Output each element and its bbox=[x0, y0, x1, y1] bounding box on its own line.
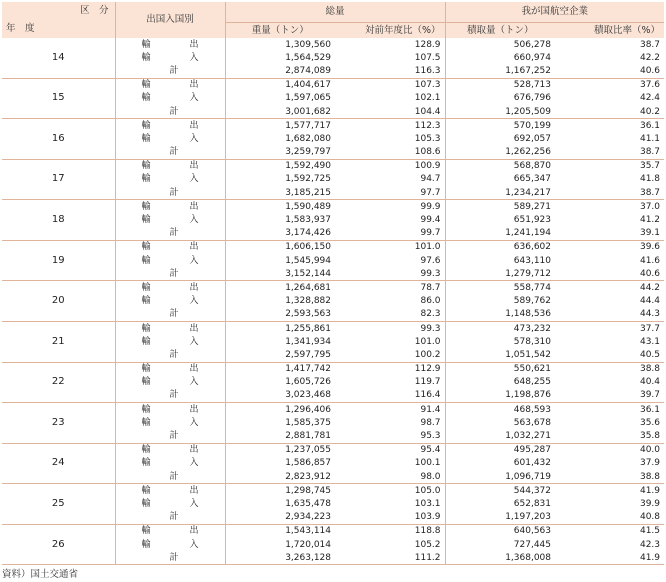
year-cell: 16 bbox=[2, 119, 115, 160]
io-type-total: 計 bbox=[169, 431, 179, 442]
io-type-char: 出 bbox=[189, 404, 199, 415]
loaded-cell: 636,602 bbox=[513, 242, 552, 253]
total-group-header: 総量 bbox=[225, 2, 445, 23]
weight-cell: 1,592,725 bbox=[285, 174, 331, 185]
loaded-cell: 578,310 bbox=[513, 336, 552, 347]
weight-cell: 1,296,406 bbox=[285, 404, 331, 415]
io-type-cell bbox=[115, 119, 225, 133]
ratio-cell: 40.4 bbox=[639, 377, 661, 388]
io-type-cell bbox=[115, 213, 225, 226]
loaded-cell: 601,432 bbox=[513, 458, 552, 469]
io-type-cell bbox=[115, 457, 225, 470]
io-type-char: 輸 bbox=[141, 445, 151, 456]
weight-cell: 1,309,560 bbox=[285, 39, 331, 50]
io-type-char: 入 bbox=[189, 174, 199, 185]
io-type-char: 入 bbox=[189, 498, 199, 509]
yoy-cell: 108.6 bbox=[335, 146, 445, 160]
loaded-cell: 1,096,719 bbox=[445, 470, 555, 484]
io-type-char: 輸 bbox=[141, 255, 151, 266]
weight-cell: 3,174,426 bbox=[225, 227, 335, 241]
ratio-cell: 41.9 bbox=[639, 485, 661, 496]
ratio-cell: 35.7 bbox=[639, 161, 661, 172]
table-row bbox=[2, 403, 664, 417]
io-type-char: 輸 bbox=[141, 120, 151, 131]
weight-cell: 1,328,882 bbox=[285, 296, 331, 307]
weight-cell: 2,881,781 bbox=[225, 429, 335, 443]
loaded-cell: 652,831 bbox=[513, 498, 552, 509]
yoy-cell: 103.1 bbox=[335, 497, 445, 510]
year-cell: 23 bbox=[2, 403, 115, 444]
io-type-cell bbox=[115, 159, 225, 173]
io-type-char: 出 bbox=[189, 201, 199, 212]
weight-header: 重量（トン） bbox=[225, 23, 335, 39]
ratio-cell: 39.6 bbox=[639, 242, 661, 253]
yoy-cell: 82.3 bbox=[335, 308, 445, 322]
io-type-cell bbox=[115, 416, 225, 429]
table-row bbox=[2, 119, 664, 133]
weight-cell: 1,417,742 bbox=[285, 364, 331, 375]
yoy-cell: 97.6 bbox=[335, 254, 445, 267]
table-row bbox=[2, 240, 664, 254]
io-type-cell bbox=[115, 335, 225, 348]
yoy-cell: 102.1 bbox=[335, 92, 445, 105]
ratio-cell: 41.6 bbox=[639, 255, 661, 266]
loaded-cell: 665,347 bbox=[513, 174, 552, 185]
yoy-cell: 105.0 bbox=[335, 484, 445, 498]
io-type-char: 出 bbox=[189, 242, 199, 253]
io-type-char: 出 bbox=[189, 526, 199, 537]
io-type-cell bbox=[115, 497, 225, 510]
weight-cell: 1,264,681 bbox=[285, 282, 331, 293]
yoy-cell: 99.4 bbox=[335, 213, 445, 226]
table-row bbox=[2, 38, 664, 51]
ratio-cell: 44.3 bbox=[555, 308, 664, 322]
io-type-char: 入 bbox=[189, 133, 199, 144]
loaded-cell: 1,205,509 bbox=[445, 105, 555, 119]
io-type-cell bbox=[115, 38, 225, 51]
ratio-cell: 42.4 bbox=[639, 93, 661, 104]
yoy-cell: 112.9 bbox=[335, 362, 445, 376]
weight-cell: 3,152,144 bbox=[225, 267, 335, 281]
loaded-cell: 550,621 bbox=[513, 364, 552, 375]
weight-cell: 3,185,215 bbox=[225, 186, 335, 200]
yoy-cell: 99.9 bbox=[335, 200, 445, 214]
ratio-cell: 40.6 bbox=[555, 64, 664, 78]
loaded-cell: 544,372 bbox=[513, 485, 552, 496]
ratio-cell: 39.9 bbox=[639, 498, 661, 509]
loaded-cell: 570,199 bbox=[513, 120, 552, 131]
io-type-char: 輸 bbox=[141, 336, 151, 347]
loaded-cell: 563,678 bbox=[513, 417, 552, 428]
io-type-char: 輸 bbox=[141, 215, 151, 226]
ratio-cell: 38.7 bbox=[555, 146, 664, 160]
table-row bbox=[2, 443, 664, 457]
corner-bottom-label: 年 度 bbox=[6, 23, 35, 34]
io-type-char: 輸 bbox=[141, 296, 151, 307]
io-type-char: 入 bbox=[189, 336, 199, 347]
ratio-cell: 40.8 bbox=[555, 511, 664, 525]
loaded-cell: 1,032,271 bbox=[445, 429, 555, 443]
ratio-cell: 42.3 bbox=[639, 539, 661, 550]
ratio-cell: 37.7 bbox=[639, 323, 661, 334]
yoy-cell: 103.9 bbox=[335, 511, 445, 525]
io-type-char: 出 bbox=[189, 161, 199, 172]
yoy-cell: 98.7 bbox=[335, 416, 445, 429]
io-type-char: 輸 bbox=[141, 52, 151, 63]
io-type-total: 計 bbox=[169, 471, 179, 482]
year-cell: 25 bbox=[2, 484, 115, 525]
io-type-total: 計 bbox=[169, 147, 179, 158]
io-type-total: 計 bbox=[169, 187, 179, 198]
io-type-char: 輸 bbox=[141, 39, 151, 50]
loaded-cell: 692,057 bbox=[513, 133, 552, 144]
io-type-char: 入 bbox=[189, 215, 199, 226]
io-type-cell bbox=[115, 484, 225, 498]
yoy-cell: 107.3 bbox=[335, 78, 445, 92]
loaded-cell: 1,148,536 bbox=[445, 308, 555, 322]
io-type-char: 輸 bbox=[141, 417, 151, 428]
year-cell: 18 bbox=[2, 200, 115, 241]
io-type-cell bbox=[115, 78, 225, 92]
loaded-cell: 473,232 bbox=[513, 323, 552, 334]
ratio-cell: 36.1 bbox=[639, 404, 661, 415]
weight-cell: 1,577,717 bbox=[285, 120, 331, 131]
io-type-cell bbox=[115, 51, 225, 64]
ratio-cell: 41.5 bbox=[639, 526, 661, 537]
io-type-cell bbox=[115, 173, 225, 186]
io-type-char: 輸 bbox=[141, 161, 151, 172]
weight-cell: 2,593,563 bbox=[225, 308, 335, 322]
ratio-cell: 38.8 bbox=[555, 470, 664, 484]
table-row bbox=[2, 362, 664, 376]
io-type-total: 計 bbox=[169, 268, 179, 279]
io-type-total: 計 bbox=[169, 228, 179, 239]
ratio-cell: 37.0 bbox=[639, 201, 661, 212]
weight-cell: 1,564,529 bbox=[285, 52, 331, 63]
ratio-cell: 37.6 bbox=[639, 80, 661, 91]
year-cell: 21 bbox=[2, 321, 115, 362]
io-type-cell bbox=[115, 551, 225, 565]
air-cargo-table bbox=[2, 2, 664, 565]
io-type-char: 輸 bbox=[141, 498, 151, 509]
io-type-cell bbox=[115, 538, 225, 551]
io-type-cell bbox=[115, 321, 225, 335]
io-type-char: 入 bbox=[189, 52, 199, 63]
weight-cell: 1,543,114 bbox=[285, 526, 331, 537]
loaded-header: 積取量（トン） bbox=[445, 23, 555, 39]
ratio-cell: 41.9 bbox=[555, 551, 664, 565]
table-row bbox=[2, 281, 664, 295]
io-type-cell bbox=[115, 254, 225, 267]
ratio-cell: 44.4 bbox=[639, 296, 661, 307]
yoy-cell: 101.0 bbox=[335, 335, 445, 348]
corner-header bbox=[2, 2, 115, 38]
io-type-cell bbox=[115, 267, 225, 281]
table-row bbox=[2, 78, 664, 92]
loaded-cell: 506,278 bbox=[513, 39, 552, 50]
loaded-cell: 558,774 bbox=[513, 282, 552, 293]
io-type-char: 輸 bbox=[141, 282, 151, 293]
loaded-cell: 640,563 bbox=[513, 526, 552, 537]
yoy-cell: 91.4 bbox=[335, 403, 445, 417]
weight-cell: 1,404,617 bbox=[285, 80, 331, 91]
weight-cell: 2,823,912 bbox=[225, 470, 335, 484]
table-row bbox=[2, 321, 664, 335]
io-type-cell bbox=[115, 227, 225, 241]
yoy-cell: 95.4 bbox=[335, 443, 445, 457]
yoy-cell: 100.1 bbox=[335, 457, 445, 470]
weight-cell: 1,606,150 bbox=[285, 242, 331, 253]
io-type-char: 出 bbox=[189, 485, 199, 496]
ratio-header: 積取比率（%） bbox=[555, 23, 664, 39]
io-type-char: 輸 bbox=[141, 242, 151, 253]
loaded-cell: 568,870 bbox=[513, 161, 552, 172]
weight-cell: 1,720,014 bbox=[285, 539, 331, 550]
yoy-cell: 105.3 bbox=[335, 132, 445, 145]
loaded-cell: 589,271 bbox=[513, 201, 552, 212]
io-type-char: 輸 bbox=[141, 404, 151, 415]
ratio-cell: 41.8 bbox=[639, 174, 661, 185]
io-type-char: 出 bbox=[189, 39, 199, 50]
loaded-cell: 1,279,712 bbox=[445, 267, 555, 281]
io-type-total: 計 bbox=[169, 390, 179, 401]
yoy-cell: 107.5 bbox=[335, 51, 445, 64]
io-type-char: 入 bbox=[189, 255, 199, 266]
yoy-cell: 101.0 bbox=[335, 240, 445, 254]
ratio-cell: 40.0 bbox=[639, 445, 661, 456]
io-type-cell bbox=[115, 64, 225, 78]
io-type-char: 輸 bbox=[141, 133, 151, 144]
io-type-total: 計 bbox=[169, 309, 179, 320]
io-type-total: 計 bbox=[169, 65, 179, 76]
year-cell: 19 bbox=[2, 240, 115, 281]
io-type-cell bbox=[115, 240, 225, 254]
loaded-cell: 1,197,203 bbox=[445, 511, 555, 525]
weight-cell: 1,583,937 bbox=[285, 215, 331, 226]
loaded-cell: 643,110 bbox=[513, 255, 552, 266]
yoy-cell: 99.7 bbox=[335, 227, 445, 241]
ratio-cell: 36.1 bbox=[639, 120, 661, 131]
weight-cell: 2,934,223 bbox=[225, 511, 335, 525]
weight-cell: 1,585,375 bbox=[285, 417, 331, 428]
weight-cell: 3,263,128 bbox=[225, 551, 335, 565]
year-cell: 22 bbox=[2, 362, 115, 403]
io-type-cell bbox=[115, 105, 225, 119]
weight-cell: 1,545,994 bbox=[285, 255, 331, 266]
yoy-cell: 100.2 bbox=[335, 348, 445, 362]
weight-cell: 1,298,745 bbox=[285, 485, 331, 496]
loaded-cell: 1,198,876 bbox=[445, 389, 555, 403]
loaded-cell: 648,255 bbox=[513, 377, 552, 388]
io-type-char: 輸 bbox=[141, 201, 151, 212]
loaded-cell: 528,713 bbox=[513, 80, 552, 91]
io-type-char: 輸 bbox=[141, 323, 151, 334]
ratio-cell: 35.8 bbox=[555, 429, 664, 443]
loaded-cell: 727,445 bbox=[513, 539, 552, 550]
io-type-char: 入 bbox=[189, 417, 199, 428]
io-type-char: 入 bbox=[189, 458, 199, 469]
weight-cell: 1,590,489 bbox=[285, 201, 331, 212]
year-cell: 26 bbox=[2, 524, 115, 565]
io-type-char: 輸 bbox=[141, 174, 151, 185]
table-row bbox=[2, 200, 664, 214]
corner-top-label: 区 分 bbox=[79, 5, 109, 16]
ratio-cell: 44.2 bbox=[639, 282, 661, 293]
table-row bbox=[2, 524, 664, 538]
weight-cell: 1,237,055 bbox=[285, 445, 331, 456]
io-type-char: 入 bbox=[189, 377, 199, 388]
io-type-cell bbox=[115, 524, 225, 538]
io-type-char: 輸 bbox=[141, 539, 151, 550]
io-type-cell bbox=[115, 470, 225, 484]
year-cell: 24 bbox=[2, 443, 115, 484]
io-type-char: 出 bbox=[189, 80, 199, 91]
io-type-char: 入 bbox=[189, 93, 199, 104]
io-type-char: 輸 bbox=[141, 377, 151, 388]
io-type-cell bbox=[115, 429, 225, 443]
weight-cell: 3,023,468 bbox=[225, 389, 335, 403]
io-type-char: 出 bbox=[189, 445, 199, 456]
weight-cell: 2,597,795 bbox=[225, 348, 335, 362]
yoy-cell: 97.7 bbox=[335, 186, 445, 200]
year-cell: 20 bbox=[2, 281, 115, 322]
yoy-cell: 105.2 bbox=[335, 538, 445, 551]
io-type-char: 出 bbox=[189, 282, 199, 293]
loaded-cell: 1,234,217 bbox=[445, 186, 555, 200]
weight-cell: 1,341,934 bbox=[285, 336, 331, 347]
weight-cell: 3,259,797 bbox=[225, 146, 335, 160]
io-type-char: 輸 bbox=[141, 93, 151, 104]
yoy-cell: 119.7 bbox=[335, 376, 445, 389]
japan-group-header: 我が国航空企業 bbox=[445, 2, 664, 23]
io-type-char: 輸 bbox=[141, 526, 151, 537]
io-type-cell bbox=[115, 186, 225, 200]
io-type-char: 入 bbox=[189, 539, 199, 550]
io-type-char: 出 bbox=[189, 323, 199, 334]
io-type-char: 輸 bbox=[141, 364, 151, 375]
io-type-cell bbox=[115, 146, 225, 160]
io-type-total: 計 bbox=[169, 552, 179, 563]
source-note: 資料）国土交通省 bbox=[2, 569, 79, 580]
io-type-cell bbox=[115, 348, 225, 362]
io-type-total: 計 bbox=[169, 349, 179, 360]
io-type-cell bbox=[115, 92, 225, 105]
ratio-cell: 41.1 bbox=[639, 133, 661, 144]
yoy-header: 対前年度比（%） bbox=[335, 23, 445, 39]
loaded-cell: 1,368,008 bbox=[445, 551, 555, 565]
year-cell: 15 bbox=[2, 78, 115, 119]
loaded-cell: 1,262,256 bbox=[445, 146, 555, 160]
loaded-cell: 468,593 bbox=[513, 404, 552, 415]
yoy-cell: 86.0 bbox=[335, 295, 445, 308]
io-type-cell bbox=[115, 132, 225, 145]
ratio-cell: 40.2 bbox=[555, 105, 664, 119]
yoy-cell: 94.7 bbox=[335, 173, 445, 186]
table-body bbox=[2, 38, 664, 565]
io-type-char: 輸 bbox=[141, 458, 151, 469]
yoy-cell: 128.9 bbox=[335, 38, 445, 51]
io-type-cell bbox=[115, 308, 225, 322]
io-type-cell bbox=[115, 362, 225, 376]
loaded-cell: 495,287 bbox=[513, 445, 552, 456]
io-type-cell bbox=[115, 376, 225, 389]
io-type-cell bbox=[115, 511, 225, 525]
ratio-cell: 38.8 bbox=[639, 364, 661, 375]
yoy-cell: 116.4 bbox=[335, 389, 445, 403]
yoy-cell: 98.0 bbox=[335, 470, 445, 484]
io-type-total: 計 bbox=[169, 512, 179, 523]
yoy-cell: 99.3 bbox=[335, 267, 445, 281]
ratio-cell: 39.7 bbox=[555, 389, 664, 403]
weight-cell: 1,255,861 bbox=[285, 323, 331, 334]
io-type-cell bbox=[115, 389, 225, 403]
ratio-cell: 42.2 bbox=[639, 52, 661, 63]
io-type-cell bbox=[115, 443, 225, 457]
io-type-char: 入 bbox=[189, 296, 199, 307]
year-cell: 14 bbox=[2, 38, 115, 78]
io-type-cell bbox=[115, 281, 225, 295]
loaded-cell: 676,796 bbox=[513, 93, 552, 104]
io-type-char: 輸 bbox=[141, 485, 151, 496]
loaded-cell: 1,051,542 bbox=[445, 348, 555, 362]
weight-cell: 1,586,857 bbox=[285, 458, 331, 469]
loaded-cell: 651,923 bbox=[513, 215, 552, 226]
ratio-cell: 41.2 bbox=[639, 215, 661, 226]
ratio-cell: 37.9 bbox=[639, 458, 661, 469]
yoy-cell: 111.2 bbox=[335, 551, 445, 565]
ratio-cell: 38.7 bbox=[555, 186, 664, 200]
yoy-cell: 99.3 bbox=[335, 321, 445, 335]
yoy-cell: 104.4 bbox=[335, 105, 445, 119]
weight-cell: 2,874,089 bbox=[225, 64, 335, 78]
loaded-cell: 1,167,252 bbox=[445, 64, 555, 78]
io-type-cell bbox=[115, 295, 225, 308]
io-type-cell bbox=[115, 200, 225, 214]
io-header: 出国入国別 bbox=[115, 2, 225, 38]
year-cell: 17 bbox=[2, 159, 115, 200]
ratio-cell: 43.1 bbox=[639, 336, 661, 347]
ratio-cell: 38.7 bbox=[639, 39, 661, 50]
io-type-cell bbox=[115, 403, 225, 417]
weight-cell: 1,597,065 bbox=[285, 93, 331, 104]
io-type-char: 出 bbox=[189, 364, 199, 375]
weight-cell: 1,592,490 bbox=[285, 161, 331, 172]
io-type-char: 輸 bbox=[141, 80, 151, 91]
yoy-cell: 78.7 bbox=[335, 281, 445, 295]
table-row bbox=[2, 484, 664, 498]
io-type-total: 計 bbox=[169, 106, 179, 117]
loaded-cell: 660,974 bbox=[513, 52, 552, 63]
yoy-cell: 112.3 bbox=[335, 119, 445, 133]
ratio-cell: 40.6 bbox=[555, 267, 664, 281]
ratio-cell: 39.1 bbox=[555, 227, 664, 241]
yoy-cell: 116.3 bbox=[335, 64, 445, 78]
weight-cell: 1,605,726 bbox=[285, 377, 331, 388]
io-type-char: 出 bbox=[189, 120, 199, 131]
loaded-cell: 1,241,194 bbox=[445, 227, 555, 241]
weight-cell: 1,682,080 bbox=[285, 133, 331, 144]
weight-cell: 1,635,478 bbox=[285, 498, 331, 509]
ratio-cell: 35.6 bbox=[639, 417, 661, 428]
yoy-cell: 118.8 bbox=[335, 524, 445, 538]
yoy-cell: 100.9 bbox=[335, 159, 445, 173]
weight-cell: 3,001,682 bbox=[225, 105, 335, 119]
ratio-cell: 40.5 bbox=[555, 348, 664, 362]
table-row bbox=[2, 159, 664, 173]
loaded-cell: 589,762 bbox=[513, 296, 552, 307]
yoy-cell: 95.3 bbox=[335, 429, 445, 443]
